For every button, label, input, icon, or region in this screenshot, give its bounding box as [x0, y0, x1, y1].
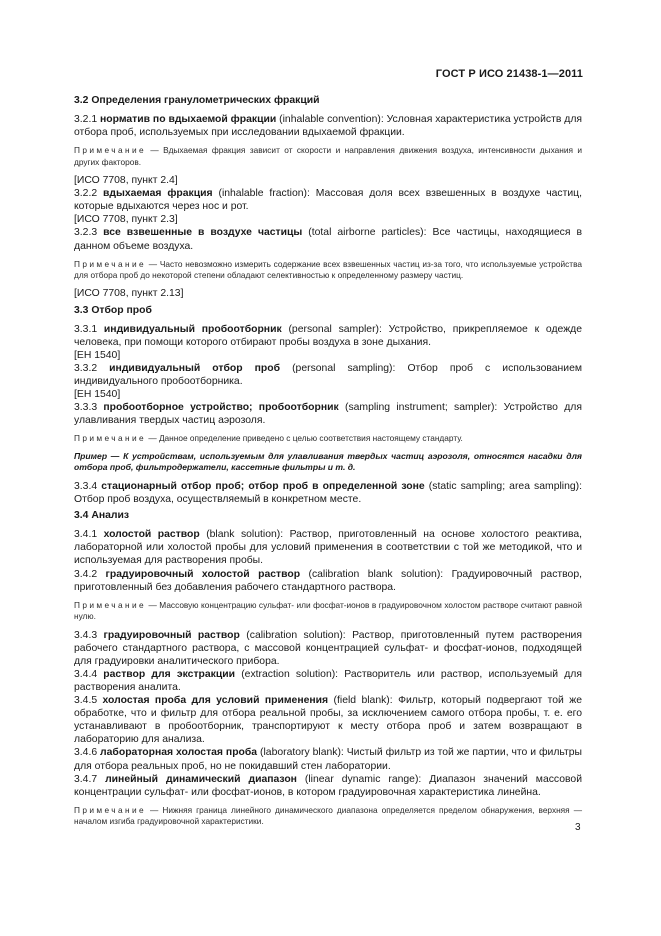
note-3-4-2 [74, 600, 582, 623]
note-3-2-1 [74, 145, 582, 168]
definition-3-3-2 [74, 362, 582, 388]
term: холостой раствор [103, 529, 200, 541]
clause-number: 3.4.7 [74, 773, 106, 785]
clause-number: 3.4.6 [74, 747, 101, 759]
definition-text: (static sampling; area sampling): Отбор проб воздуха, осуществляемый в конкретном месте. [74, 481, 582, 506]
definition-3-4-3 [74, 629, 582, 668]
clause-number: 3.4.4 [74, 668, 104, 680]
term: норматив по вдыхаемой фракции [100, 114, 277, 126]
clause-number: 3.3.2 [74, 362, 110, 374]
note-label: Примечание [74, 258, 147, 269]
clause-number: 3.2.3 [74, 227, 104, 239]
note-text: — Массовую концентрацию сульфат- или фосфат-ионов в градуировочном холостом растворе считают равной нулю. [74, 599, 582, 622]
definition-3-4-1 [74, 528, 582, 567]
definition-text: (inhalable convention): Условная характеристика устройств для отбора проб, используемых при исследовании вдыхаемой фракции. [74, 114, 583, 139]
clause-number: 3.2.1 [74, 114, 101, 126]
note-text: — Вдыхаемая фракция зависит от скорости и направления движения воздуха, интенсивности дыхания и других факторов. [74, 145, 582, 167]
example-3-3-3: Пример — К устройствам, используемым для улавливания твердых частиц аэрозоля, относятся насадки для отбора проб, фильтродержатели, кассетные фильтры и т. д. [74, 450, 582, 473]
definition-text: (laboratory blank): Чистый фильтр из той же партии, что и фильтры для отбора реальных проб, но не покидавший стен лаборатории. [74, 747, 583, 772]
clause-number: 3.2.2 [74, 188, 103, 200]
reference: [EH 1540] [74, 389, 121, 401]
note-label: Примечание [74, 145, 147, 156]
definition-text: (total airborne particles): Все частицы, находящиеся в данном объеме воздуха. [74, 227, 582, 252]
definition-3-4-5 [74, 694, 582, 746]
definition-text: (sampling instrument; sampler): Устройство для улавливания твердых частиц аэрозоля. [74, 402, 582, 427]
note-3-4-7 [74, 805, 582, 828]
note-3-3-3 [74, 433, 582, 444]
definition-text: (inhalable fraction): Массовая доля всех взвешенных в воздухе частиц, которые вдыхаются через нос и рот. [74, 188, 582, 213]
standard-header: ГОСТ Р ИСО 21438-1—2011 [435, 68, 583, 80]
clause-number: 3.3.3 [74, 402, 104, 414]
term: градуировочный раствор [103, 629, 240, 641]
term: вдыхаемая фракция [103, 188, 213, 200]
term: индивидуальный пробоотборник [103, 323, 282, 335]
definition-text: (linear dynamic range): Диапазон значений массовой концентрации сульфат- или фосфат-ионов, в котором градуировочная характеристика линейна. [74, 773, 582, 798]
definition-text: (calibration solution): Раствор, приготовленный путем растворения рабочего стандартного раствора, с массовой концентрацией сульфат- и фосфат-ионов, подходящей для градуировки аналитического прибора. [74, 629, 582, 667]
definition-3-4-7 [74, 773, 582, 799]
definition-3-4-2 [74, 568, 582, 594]
page-content [74, 94, 582, 834]
note-label: Примечание [74, 599, 147, 610]
term: раствор для экстракции [103, 668, 236, 680]
clause-number: 3.3.1 [74, 323, 104, 335]
definition-3-3-3 [74, 401, 582, 427]
page-number: 3 [575, 822, 581, 833]
definition-text: (calibration blank solution): Градуировочный раствор, приготовленный без добавления рабочего стандартного раствора. [74, 568, 582, 593]
term: пробоотборное устройство; пробоотборник [103, 402, 339, 414]
note-text: — Нижняя граница линейного динамического диапазона определяется пределом обнаружения, верхняя — началом изгиба градуировочной характеристики. [74, 804, 582, 827]
term: все взвешенные в воздухе частицы [103, 227, 303, 239]
note-label: Примечание [74, 433, 147, 444]
clause-number: 3.4.1 [74, 529, 104, 541]
definition-3-4-4 [74, 668, 582, 694]
definition-3-3-1 [74, 323, 582, 349]
clause-number: 3.4.5 [74, 695, 103, 707]
reference: [ИСО 7708, пункт 2.13] [74, 288, 184, 300]
definition-3-2-1 [74, 113, 582, 139]
note-text: — Данное определение приведено с целью соответствия настоящему стандарту. [146, 433, 463, 444]
term: лабораторная холостая проба [100, 747, 258, 759]
clause-number: 3.3.4 [74, 481, 102, 492]
definition-text: (extraction solution): Растворитель или раствор, используемый для растворения аналита. [74, 668, 582, 693]
term: градуировочный холостой раствор [105, 568, 301, 580]
section-heading-3-3: 3.3 Отбор проб [74, 304, 152, 316]
clause-number: 3.4.2 [74, 568, 106, 580]
definition-3-3-4 [74, 480, 582, 506]
note-text: — Часто невозможно измерить содержание всех взвешенных частиц из-за того, что используемые устройства для отбора проб до некоторой степени обладают селективностью к определенному размеру частиц. [74, 258, 582, 281]
definition-3-2-3 [74, 226, 582, 252]
section-heading-3-4: 3.4 Анализ [74, 510, 130, 522]
clause-number: 3.4.3 [74, 629, 104, 641]
term: индивидуальный отбор проб [109, 362, 281, 374]
definition-text: (field blank): Фильтр, который подвергают той же обработке, что и фильтр для отбора реальной пробы, за исключением самого отбора пробы, т. е. его устанавливают в пробоотборник, транспортируют к месту отбора проб и затем возвращают в лабораторию для анализа. [74, 695, 583, 746]
term: холостая проба для условий применения [102, 695, 329, 707]
reference: [EH 1540] [74, 349, 121, 361]
definition-text: (blank solution): Раствор, приготовленный на основе холостого реактива, лабораторной или холостой пробы для условий применения в соответствии с той же методикой, что и используемая для растворения пробы. [74, 529, 583, 567]
term: стационарный отбор проб; отбор проб в определенной зоне [101, 481, 425, 492]
definition-text: (personal sampling): Отбор проб с использованием индивидуального пробоотборника. [74, 362, 583, 388]
term: линейный динамический диапазон [105, 773, 297, 785]
definition-text: (personal sampler): Устройство, прикрепляемое к одежде человека, при помощи которого отбирают пробы воздуха в зоне дыхания. [74, 323, 582, 348]
section-heading-3-2: 3.2 Определения гранулометрических фракций [74, 95, 320, 106]
note-3-2-3 [74, 259, 582, 282]
reference: [ИСО 7708, пункт 2.3] [74, 214, 178, 226]
note-label: Примечание [74, 804, 147, 815]
reference: [ИСО 7708, пункт 2.4] [74, 175, 178, 187]
definition-3-4-6 [74, 746, 582, 772]
definition-3-2-2 [74, 187, 582, 213]
